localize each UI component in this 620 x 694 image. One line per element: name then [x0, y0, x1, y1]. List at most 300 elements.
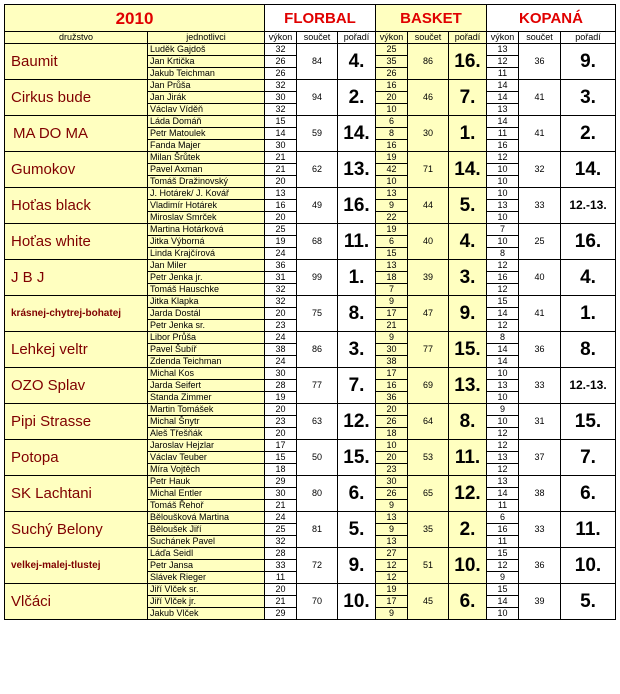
florbal-rank: 15.	[338, 440, 376, 476]
player-name: Běloušková Martina	[148, 512, 265, 524]
team-name: Cirkus bude	[5, 80, 148, 116]
player-name: Michal Entler	[148, 488, 265, 500]
florbal-performance: 29	[265, 476, 297, 488]
kopana-performance: 14	[487, 116, 519, 128]
kopana-performance: 14	[487, 308, 519, 320]
florbal-performance: 36	[265, 260, 297, 272]
team-name: MA DO MA	[5, 116, 148, 152]
player-name: Jakub Vlček	[148, 608, 265, 620]
year-title: 2010	[5, 5, 265, 32]
basket-rank: 15.	[449, 332, 487, 368]
basket-performance: 30	[376, 344, 408, 356]
kopana-sum: 41	[519, 116, 561, 152]
player-name: Standa Zimmer	[148, 392, 265, 404]
player-name: Milan Šrůtek	[148, 152, 265, 164]
basket-performance: 19	[376, 152, 408, 164]
kopana-performance: 15	[487, 584, 519, 596]
kopana-performance: 8	[487, 248, 519, 260]
florbal-rank: 6.	[338, 476, 376, 512]
basket-sum: 35	[408, 512, 449, 548]
player-name: Jan Jirák	[148, 92, 265, 104]
florbal-rank: 10.	[338, 584, 376, 620]
florbal-sum: 99	[297, 260, 338, 296]
florbal-sum: 84	[297, 44, 338, 80]
basket-performance: 18	[376, 428, 408, 440]
basket-performance: 16	[376, 380, 408, 392]
kopana-sum: 25	[519, 224, 561, 260]
basket-performance: 26	[376, 488, 408, 500]
col-sum-header: součet	[297, 32, 338, 44]
kopana-rank: 7.	[561, 440, 616, 476]
florbal-sum: 68	[297, 224, 338, 260]
florbal-sum: 80	[297, 476, 338, 512]
kopana-performance: 12	[487, 260, 519, 272]
col-player-header: jednotlivci	[148, 32, 265, 44]
kopana-sum: 38	[519, 476, 561, 512]
player-name: Láda Domáň	[148, 116, 265, 128]
player-name: Linda Krajčírová	[148, 248, 265, 260]
kopana-performance: 14	[487, 596, 519, 608]
player-name: Tomáš Řehoř	[148, 500, 265, 512]
florbal-performance: 31	[265, 272, 297, 284]
kopana-performance: 14	[487, 356, 519, 368]
basket-sum: 53	[408, 440, 449, 476]
basket-performance: 17	[376, 368, 408, 380]
table-row	[5, 260, 616, 272]
basket-rank: 8.	[449, 404, 487, 440]
basket-sum: 64	[408, 404, 449, 440]
florbal-performance: 15	[265, 452, 297, 464]
florbal-performance: 30	[265, 140, 297, 152]
kopana-performance: 14	[487, 92, 519, 104]
kopana-performance: 12	[487, 284, 519, 296]
player-name: Běloušek Jiří	[148, 524, 265, 536]
florbal-performance: 20	[265, 176, 297, 188]
florbal-performance: 23	[265, 416, 297, 428]
florbal-performance: 20	[265, 584, 297, 596]
florbal-sum: 72	[297, 548, 338, 584]
player-name: Tomáš Dražinovský	[148, 176, 265, 188]
basket-performance: 17	[376, 596, 408, 608]
basket-performance: 13	[376, 536, 408, 548]
player-name: Martina Hotárková	[148, 224, 265, 236]
col-perf-header: výkon	[265, 32, 297, 44]
florbal-rank: 9.	[338, 548, 376, 584]
basket-performance: 38	[376, 356, 408, 368]
florbal-performance: 26	[265, 56, 297, 68]
kopana-performance: 12	[487, 152, 519, 164]
basket-sum: 71	[408, 152, 449, 188]
results-body	[5, 44, 616, 620]
basket-sum: 39	[408, 260, 449, 296]
table-row	[5, 440, 616, 452]
player-name: Petr Jenka jr.	[148, 272, 265, 284]
player-name: Jiří Vlček sr.	[148, 584, 265, 596]
kopana-sum: 33	[519, 368, 561, 404]
kopana-performance: 16	[487, 524, 519, 536]
basket-rank: 12.	[449, 476, 487, 512]
col-perf-header: výkon	[487, 32, 519, 44]
player-name: Miroslav Smrček	[148, 212, 265, 224]
florbal-sum: 77	[297, 368, 338, 404]
basket-rank: 5.	[449, 188, 487, 224]
kopana-performance: 15	[487, 296, 519, 308]
basket-sum: 65	[408, 476, 449, 512]
player-name: Jarda Seifert	[148, 380, 265, 392]
kopana-performance: 9	[487, 404, 519, 416]
florbal-performance: 33	[265, 560, 297, 572]
player-name: Michal Kos	[148, 368, 265, 380]
florbal-rank: 3.	[338, 332, 376, 368]
florbal-sum: 59	[297, 116, 338, 152]
kopana-sum: 41	[519, 296, 561, 332]
basket-rank: 10.	[449, 548, 487, 584]
florbal-performance: 24	[265, 512, 297, 524]
florbal-performance: 30	[265, 92, 297, 104]
florbal-performance: 11	[265, 572, 297, 584]
basket-rank: 3.	[449, 260, 487, 296]
player-name: Jakub Teichman	[148, 68, 265, 80]
table-row	[5, 368, 616, 380]
kopana-performance: 11	[487, 68, 519, 80]
basket-performance: 35	[376, 56, 408, 68]
team-name: J B J	[5, 260, 148, 296]
player-name: Jitka Klapka	[148, 296, 265, 308]
col-sum-header: součet	[408, 32, 449, 44]
table-row	[5, 152, 616, 164]
florbal-performance: 25	[265, 524, 297, 536]
florbal-rank: 5.	[338, 512, 376, 548]
florbal-performance: 15	[265, 116, 297, 128]
basket-performance: 8	[376, 128, 408, 140]
player-name: Jarda Dostál	[148, 308, 265, 320]
table-row	[5, 116, 616, 128]
basket-performance: 30	[376, 476, 408, 488]
player-name: Aleš Třešňák	[148, 428, 265, 440]
florbal-performance: 21	[265, 596, 297, 608]
basket-performance: 36	[376, 392, 408, 404]
player-name: Jiří Vlček jr.	[148, 596, 265, 608]
florbal-performance: 19	[265, 236, 297, 248]
florbal-performance: 32	[265, 284, 297, 296]
team-name: Hoťas white	[5, 224, 148, 260]
florbal-performance: 13	[265, 188, 297, 200]
florbal-sum: 62	[297, 152, 338, 188]
player-name: J. Hotárek/ J. Kovář	[148, 188, 265, 200]
florbal-performance: 32	[265, 104, 297, 116]
basket-rank: 11.	[449, 440, 487, 476]
basket-performance: 16	[376, 80, 408, 92]
kopana-sum: 36	[519, 332, 561, 368]
team-name: Lehkej veltr	[5, 332, 148, 368]
florbal-performance: 21	[265, 152, 297, 164]
kopana-performance: 12	[487, 320, 519, 332]
kopana-sum: 37	[519, 440, 561, 476]
florbal-performance: 18	[265, 464, 297, 476]
kopana-rank: 14.	[561, 152, 616, 188]
florbal-performance: 29	[265, 608, 297, 620]
kopana-rank: 1.	[561, 296, 616, 332]
kopana-performance: 10	[487, 236, 519, 248]
basket-performance: 19	[376, 224, 408, 236]
player-name: Fanda Majer	[148, 140, 265, 152]
player-name: Jan Miler	[148, 260, 265, 272]
kopana-performance: 10	[487, 188, 519, 200]
player-name: Láďa Seidl	[148, 548, 265, 560]
kopana-rank: 12.-13.	[561, 368, 616, 404]
table-row	[5, 332, 616, 344]
team-name: velkej-malej-tlustej	[5, 548, 148, 584]
col-rank-header: pořadí	[561, 32, 616, 44]
florbal-performance: 20	[265, 308, 297, 320]
florbal-performance: 28	[265, 548, 297, 560]
basket-performance: 15	[376, 248, 408, 260]
florbal-performance: 16	[265, 200, 297, 212]
basket-performance: 26	[376, 68, 408, 80]
florbal-performance: 21	[265, 164, 297, 176]
table-row	[5, 224, 616, 236]
kopana-rank: 3.	[561, 80, 616, 116]
team-name: Gumokov	[5, 152, 148, 188]
kopana-performance: 13	[487, 380, 519, 392]
kopana-performance: 10	[487, 164, 519, 176]
player-name: Luděk Gajdoš	[148, 44, 265, 56]
table-row	[5, 584, 616, 596]
basket-performance: 27	[376, 548, 408, 560]
player-name: Pavel Axman	[148, 164, 265, 176]
kopana-performance: 12	[487, 428, 519, 440]
kopana-sum: 36	[519, 44, 561, 80]
kopana-sum: 36	[519, 548, 561, 584]
kopana-performance: 11	[487, 500, 519, 512]
basket-performance: 9	[376, 500, 408, 512]
basket-sum: 46	[408, 80, 449, 116]
sport-kopana-header: KOPANÁ	[487, 5, 616, 32]
basket-performance: 9	[376, 296, 408, 308]
team-name: SK Lachtani	[5, 476, 148, 512]
kopana-performance: 7	[487, 224, 519, 236]
basket-performance: 16	[376, 140, 408, 152]
florbal-performance: 25	[265, 224, 297, 236]
team-name: Suchý Belony	[5, 512, 148, 548]
kopana-rank: 15.	[561, 404, 616, 440]
team-name: Potopa	[5, 440, 148, 476]
table-row	[5, 44, 616, 56]
player-name: Slávek Rieger	[148, 572, 265, 584]
basket-sum: 30	[408, 116, 449, 152]
basket-performance: 9	[376, 200, 408, 212]
basket-performance: 7	[376, 284, 408, 296]
player-name: Jitka Výborná	[148, 236, 265, 248]
kopana-rank: 8.	[561, 332, 616, 368]
florbal-sum: 63	[297, 404, 338, 440]
col-perf-header: výkon	[376, 32, 408, 44]
basket-performance: 23	[376, 464, 408, 476]
florbal-performance: 20	[265, 404, 297, 416]
basket-performance: 9	[376, 332, 408, 344]
kopana-performance: 14	[487, 80, 519, 92]
kopana-sum: 33	[519, 512, 561, 548]
col-rank-header: pořadí	[338, 32, 376, 44]
florbal-performance: 32	[265, 296, 297, 308]
table-row	[5, 548, 616, 560]
basket-performance: 13	[376, 512, 408, 524]
basket-performance: 21	[376, 320, 408, 332]
player-name: Jan Krtička	[148, 56, 265, 68]
basket-performance: 6	[376, 116, 408, 128]
basket-rank: 2.	[449, 512, 487, 548]
florbal-performance: 20	[265, 212, 297, 224]
kopana-performance: 13	[487, 476, 519, 488]
kopana-sum: 31	[519, 404, 561, 440]
basket-performance: 20	[376, 404, 408, 416]
kopana-sum: 32	[519, 152, 561, 188]
player-name: Tomáš Hauschke	[148, 284, 265, 296]
basket-performance: 9	[376, 608, 408, 620]
basket-rank: 4.	[449, 224, 487, 260]
kopana-performance: 16	[487, 272, 519, 284]
col-team-header: družstvo	[5, 32, 148, 44]
sport-florbal-header: FLORBAL	[265, 5, 376, 32]
basket-performance: 22	[376, 212, 408, 224]
kopana-performance: 12	[487, 560, 519, 572]
florbal-performance: 28	[265, 380, 297, 392]
kopana-performance: 6	[487, 512, 519, 524]
kopana-rank: 11.	[561, 512, 616, 548]
kopana-performance: 10	[487, 212, 519, 224]
kopana-performance: 10	[487, 368, 519, 380]
basket-sum: 77	[408, 332, 449, 368]
player-name: Libor Průša	[148, 332, 265, 344]
basket-performance: 17	[376, 308, 408, 320]
basket-performance: 12	[376, 560, 408, 572]
player-name: Zdenda Teichman	[148, 356, 265, 368]
results-table	[4, 4, 616, 620]
kopana-performance: 12	[487, 464, 519, 476]
basket-performance: 20	[376, 92, 408, 104]
florbal-sum: 70	[297, 584, 338, 620]
table-row	[5, 476, 616, 488]
table-row	[5, 188, 616, 200]
florbal-performance: 20	[265, 428, 297, 440]
florbal-sum: 94	[297, 80, 338, 116]
kopana-performance: 10	[487, 608, 519, 620]
florbal-sum: 75	[297, 296, 338, 332]
florbal-performance: 38	[265, 344, 297, 356]
table-row	[5, 296, 616, 308]
kopana-rank: 5.	[561, 584, 616, 620]
player-name: Míra Vojtěch	[148, 464, 265, 476]
basket-performance: 12	[376, 572, 408, 584]
florbal-rank: 14.	[338, 116, 376, 152]
player-name: Michal Šnytr	[148, 416, 265, 428]
player-name: Pavel Šubíř	[148, 344, 265, 356]
table-row	[5, 80, 616, 92]
florbal-rank: 8.	[338, 296, 376, 332]
basket-rank: 9.	[449, 296, 487, 332]
florbal-performance: 30	[265, 368, 297, 380]
player-name: Petr Jenka sr.	[148, 320, 265, 332]
player-name: Vladimír Hotárek	[148, 200, 265, 212]
kopana-performance: 12	[487, 440, 519, 452]
basket-rank: 14.	[449, 152, 487, 188]
basket-sum: 47	[408, 296, 449, 332]
florbal-performance: 21	[265, 500, 297, 512]
florbal-performance: 17	[265, 440, 297, 452]
basket-performance: 13	[376, 188, 408, 200]
florbal-performance: 32	[265, 80, 297, 92]
kopana-performance: 11	[487, 128, 519, 140]
team-name: Hoťas black	[5, 188, 148, 224]
col-sum-header: součet	[519, 32, 561, 44]
sport-basket-header: BASKET	[376, 5, 487, 32]
florbal-rank: 7.	[338, 368, 376, 404]
kopana-performance: 9	[487, 572, 519, 584]
kopana-rank: 2.	[561, 116, 616, 152]
kopana-performance: 14	[487, 344, 519, 356]
basket-performance: 10	[376, 176, 408, 188]
basket-performance: 13	[376, 260, 408, 272]
kopana-performance: 11	[487, 536, 519, 548]
florbal-sum: 81	[297, 512, 338, 548]
player-name: Suchánek Pavel	[148, 536, 265, 548]
florbal-performance: 26	[265, 68, 297, 80]
table-row	[5, 512, 616, 524]
basket-sum: 44	[408, 188, 449, 224]
florbal-performance: 24	[265, 332, 297, 344]
kopana-rank: 4.	[561, 260, 616, 296]
basket-rank: 7.	[449, 80, 487, 116]
florbal-sum: 49	[297, 188, 338, 224]
florbal-rank: 12.	[338, 404, 376, 440]
kopana-performance: 10	[487, 416, 519, 428]
florbal-performance: 32	[265, 44, 297, 56]
florbal-performance: 32	[265, 536, 297, 548]
basket-performance: 20	[376, 452, 408, 464]
florbal-rank: 1.	[338, 260, 376, 296]
basket-sum: 69	[408, 368, 449, 404]
kopana-sum: 41	[519, 80, 561, 116]
basket-performance: 25	[376, 44, 408, 56]
kopana-performance: 14	[487, 488, 519, 500]
kopana-performance: 12	[487, 56, 519, 68]
florbal-sum: 50	[297, 440, 338, 476]
kopana-performance: 13	[487, 44, 519, 56]
basket-sum: 40	[408, 224, 449, 260]
player-name: Václav Teuber	[148, 452, 265, 464]
basket-rank: 6.	[449, 584, 487, 620]
florbal-performance: 24	[265, 356, 297, 368]
florbal-performance: 24	[265, 248, 297, 260]
team-name: krásnej-chytrej-bohatej	[5, 296, 148, 332]
basket-performance: 10	[376, 104, 408, 116]
basket-rank: 16.	[449, 44, 487, 80]
table-row	[5, 404, 616, 416]
kopana-sum: 40	[519, 260, 561, 296]
player-name: Petr Hauk	[148, 476, 265, 488]
kopana-performance: 13	[487, 104, 519, 116]
kopana-performance: 16	[487, 140, 519, 152]
basket-performance: 26	[376, 416, 408, 428]
team-name: Vlčáci	[5, 584, 148, 620]
basket-performance: 9	[376, 524, 408, 536]
basket-sum: 86	[408, 44, 449, 80]
player-name: Petr Jansa	[148, 560, 265, 572]
basket-performance: 19	[376, 584, 408, 596]
player-name: Václav Víděň	[148, 104, 265, 116]
florbal-sum: 86	[297, 332, 338, 368]
florbal-performance: 23	[265, 320, 297, 332]
